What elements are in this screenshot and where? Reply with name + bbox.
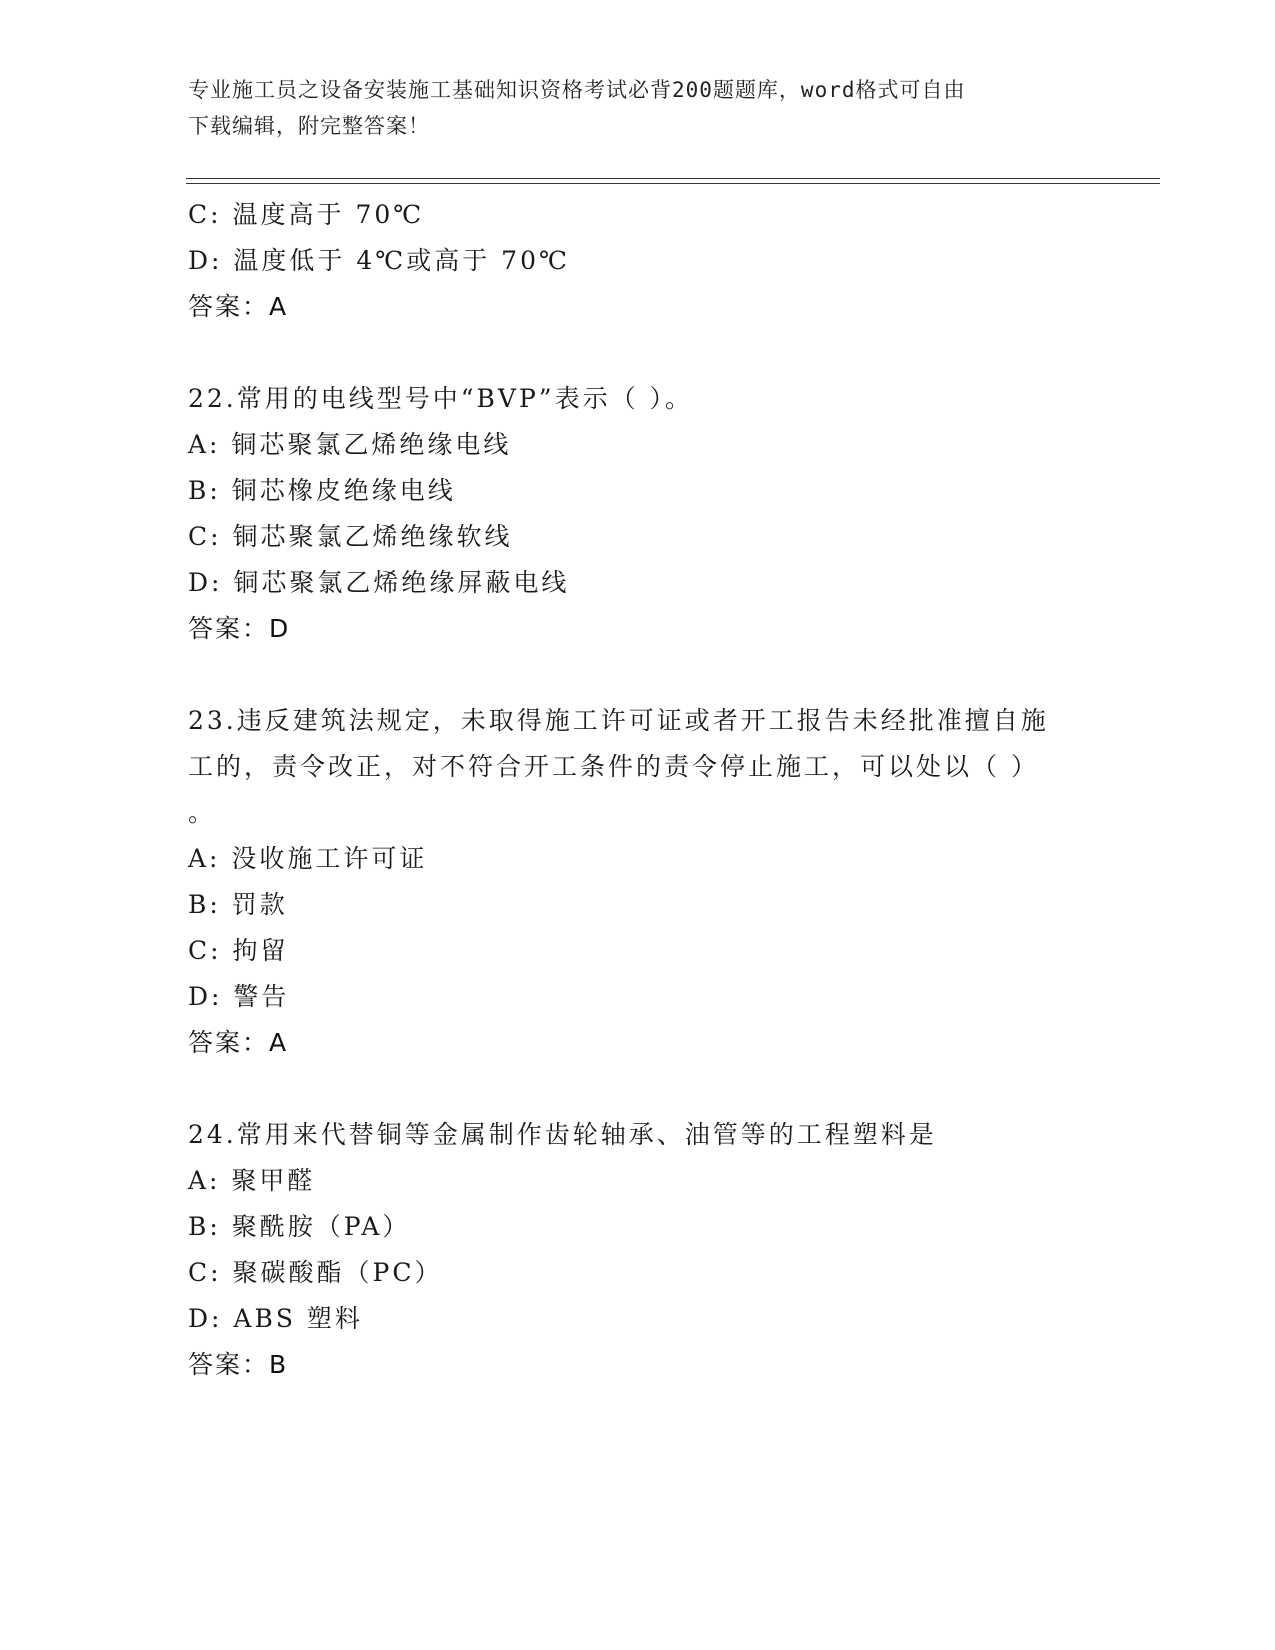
question-block-22 bbox=[188, 376, 1088, 652]
option-d: D: ABS 塑料 bbox=[188, 1304, 363, 1333]
option-c: C: 温度高于 70℃ bbox=[188, 200, 425, 229]
option-a: A: 聚甲醛 bbox=[188, 1166, 316, 1195]
header-line-1: 专业施工员之设备安装施工基础知识资格考试必背200题题库，word格式可自由 bbox=[188, 78, 966, 102]
spacer bbox=[188, 1066, 1088, 1112]
answer-label: 答案：D bbox=[188, 614, 291, 643]
question-stem: 22.常用的电线型号中“BVP”表示（ ）。 bbox=[188, 384, 694, 413]
question-stem: 24.常用来代替铜等金属制作齿轮轴承、油管等的工程塑料是 bbox=[188, 1120, 937, 1149]
question-block-previous bbox=[188, 192, 1088, 330]
option-a: A: 铜芯聚氯乙烯绝缘电线 bbox=[188, 430, 512, 459]
document-header bbox=[188, 72, 1088, 144]
option-b: B: 聚酰胺（PA） bbox=[188, 1212, 411, 1241]
option-c: C: 铜芯聚氯乙烯绝缘软线 bbox=[188, 522, 513, 551]
question-stem-line-1: 23.违反建筑法规定，未取得施工许可证或者开工报告未经批准擅自施 bbox=[188, 706, 1049, 735]
spacer bbox=[188, 652, 1088, 698]
header-divider-top bbox=[186, 178, 1160, 179]
option-a: A: 没收施工许可证 bbox=[188, 844, 428, 873]
question-block-24 bbox=[188, 1112, 1088, 1388]
option-b: B: 罚款 bbox=[188, 890, 288, 919]
option-c: C: 拘留 bbox=[188, 936, 289, 965]
option-d: D: 警告 bbox=[188, 982, 290, 1011]
answer-label: 答案：B bbox=[188, 1350, 289, 1379]
question-list bbox=[188, 192, 1088, 1388]
option-d: D: 温度低于 4℃或高于 70℃ bbox=[188, 246, 570, 275]
option-b: B: 铜芯橡皮绝缘电线 bbox=[188, 476, 456, 505]
header-line-2: 下载编辑，附完整答案！ bbox=[188, 114, 430, 138]
spacer bbox=[188, 330, 1088, 376]
option-c: C: 聚碳酸酯（PC） bbox=[188, 1258, 443, 1287]
option-d: D: 铜芯聚氯乙烯绝缘屏蔽电线 bbox=[188, 568, 570, 597]
question-block-23 bbox=[188, 698, 1088, 1066]
header-divider-bottom bbox=[186, 183, 1160, 184]
question-stem-line-3: 。 bbox=[188, 798, 217, 827]
question-stem-line-2: 工的，责令改正，对不符合开工条件的责令停止施工，可以处以（ ） bbox=[188, 752, 1039, 781]
answer-label: 答案：A bbox=[188, 1028, 289, 1057]
answer-label: 答案：A bbox=[188, 292, 289, 321]
